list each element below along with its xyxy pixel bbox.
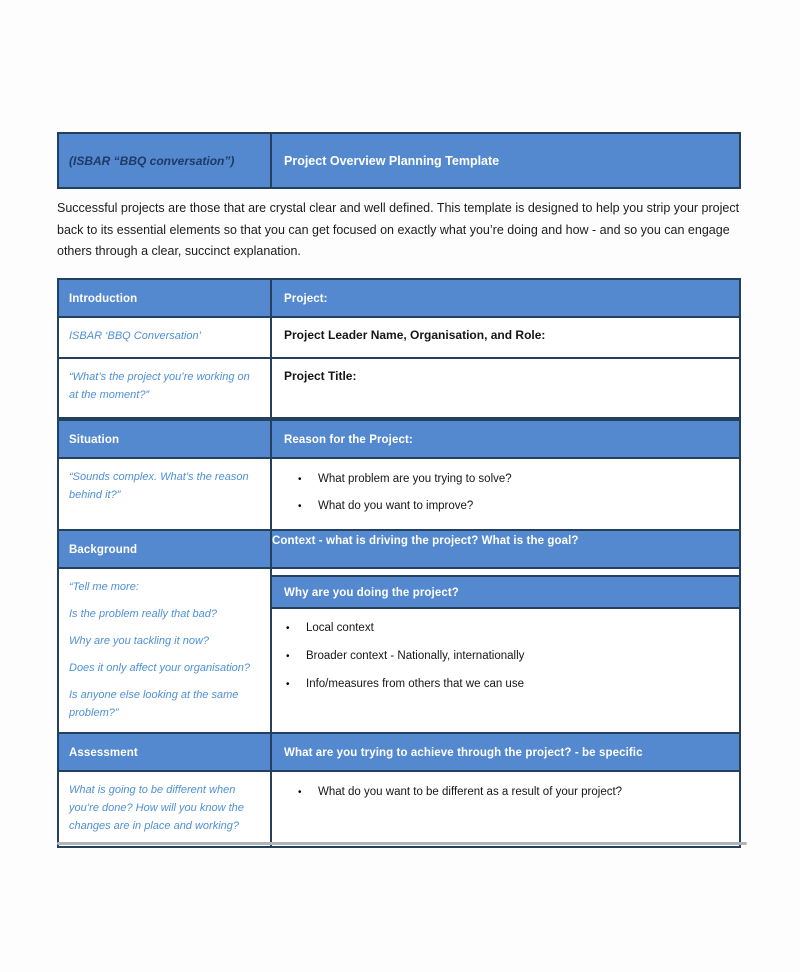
page-shadow-divider <box>57 842 747 845</box>
assessment-header-left <box>59 734 272 770</box>
title-cell-isbar <box>59 134 272 187</box>
bullet-icon: • <box>298 787 302 798</box>
guide-cell: What is going to be different when you’re done? How will you know the changes are in place and working? <box>59 772 272 846</box>
section-background <box>57 529 741 734</box>
guide-line: Why are you tackling it now? <box>69 635 210 647</box>
guide-line: “Tell me more: <box>69 581 139 593</box>
background-header-row <box>59 531 739 567</box>
assessment-bullet-list <box>284 781 727 804</box>
section-assessment <box>57 732 741 848</box>
list-item <box>286 677 733 692</box>
background-bullet-list <box>272 609 739 709</box>
bullet-text: What problem are you trying to solve? <box>318 473 512 485</box>
bullet-text: Info/measures from others that we can use <box>306 678 524 690</box>
assessment-header-right <box>272 734 739 770</box>
bullets-cell <box>272 772 739 846</box>
introduction-label: Introduction <box>69 293 138 305</box>
introduction-header-left <box>59 280 272 316</box>
section-introduction <box>57 278 741 419</box>
background-right-cell <box>272 569 739 732</box>
guide-cell: “Sounds complex. What’s the reason behind it?” <box>59 459 272 530</box>
title-cell-template <box>272 134 739 187</box>
bullet-text: What do you want to be different as a result of your project? <box>318 786 623 798</box>
prompt-cell-project-title: Project Title: <box>284 369 357 383</box>
situation-header-left <box>59 421 272 457</box>
context-label: Context - what is driving the project? What is the goal? <box>272 535 579 547</box>
introduction-header-row <box>59 280 739 316</box>
page-title: Project Overview Planning Template <box>284 153 500 168</box>
guide-cell: “What’s the project you’re working on at the moment?” <box>59 359 272 417</box>
background-header-right <box>272 531 739 567</box>
introduction-header-right <box>272 280 739 316</box>
bullet-icon: • <box>298 474 302 485</box>
situation-bullet-list <box>284 468 727 518</box>
assessment-header-row <box>59 734 739 770</box>
why-label: Why are you doing the project? <box>284 587 459 599</box>
bullet-text: Broader context - Nationally, internationally <box>306 650 525 662</box>
table-row <box>59 357 739 417</box>
why-subheader-bar <box>272 575 739 609</box>
table-row <box>59 457 739 530</box>
situation-label: Situation <box>69 434 120 446</box>
guide-line: Is anyone else looking at the same problem?” <box>69 689 239 719</box>
bullet-text: What do you want to improve? <box>318 500 474 512</box>
project-label: Project: <box>284 293 328 305</box>
background-label: Background <box>69 544 138 556</box>
bullet-icon: • <box>286 651 290 662</box>
list-item <box>298 472 721 487</box>
section-situation <box>57 419 741 532</box>
isbar-label: (ISBAR “BBQ conversation”) <box>69 153 235 168</box>
title-row <box>59 134 739 187</box>
bullet-icon: • <box>298 501 302 512</box>
guide-line: Is the problem really that bad? <box>69 608 217 620</box>
bullet-icon: • <box>286 679 290 690</box>
prompt-cell-project-leader: Project Leader Name, Organisation, and Role: <box>284 328 546 342</box>
list-item <box>298 499 721 514</box>
intro-paragraph: Successful projects are those that are crystal clear and well defined. This template is designed to help you strip your project back to its essential elements so that you can get focused on exactly what you’re doing and how - and so you can engage others through a clear, succinct explanation. <box>57 201 740 258</box>
reason-label: Reason for the Project: <box>284 434 413 446</box>
list-item <box>298 785 721 800</box>
guide-line: Does it only affect your organisation? <box>69 662 250 674</box>
guide-cell <box>59 569 272 732</box>
bullet-text: Local context <box>306 622 374 634</box>
guide-cell: ISBAR ‘BBQ Conversation’ <box>59 318 272 357</box>
table-row <box>59 770 739 846</box>
list-item <box>286 649 733 664</box>
title-table <box>57 132 741 189</box>
situation-header-right <box>272 421 739 457</box>
table-row <box>59 316 739 357</box>
table-row <box>59 567 739 732</box>
achieve-label: What are you trying to achieve through the project? - be specific <box>284 747 643 759</box>
bullet-icon: • <box>286 623 290 634</box>
background-header-left <box>59 531 272 567</box>
list-item <box>286 621 733 636</box>
bullets-cell <box>272 459 739 530</box>
situation-header-row <box>59 421 739 457</box>
assessment-label: Assessment <box>69 747 138 759</box>
